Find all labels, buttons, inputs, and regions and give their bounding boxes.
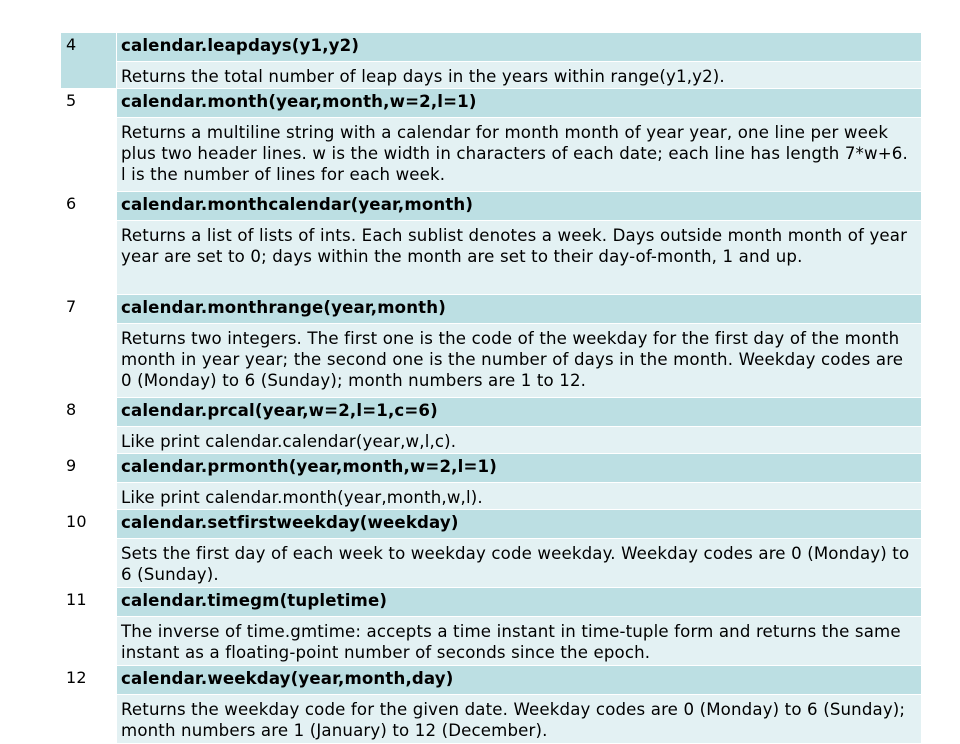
function-description: Like print calendar.calendar(year,w,l,c).: [117, 427, 922, 454]
row-number: 9: [61, 454, 117, 510]
table-row-function: [61, 588, 922, 617]
table-row-description: [61, 427, 922, 454]
table-row-description: [61, 324, 922, 398]
table-row-description: [61, 221, 922, 295]
function-signature: calendar.month(year,month,w=2,l=1): [117, 89, 922, 118]
row-number: 6: [61, 192, 117, 295]
table-row-function: [61, 33, 922, 62]
row-number: 5: [61, 89, 117, 192]
table-row-function: [61, 192, 922, 221]
table-row-function: [61, 398, 922, 427]
row-number: 10: [61, 510, 117, 588]
table-row-function: [61, 666, 922, 695]
function-signature: calendar.timegm(tupletime): [117, 588, 922, 617]
function-description: Like print calendar.month(year,month,w,l).: [117, 483, 922, 510]
table-row-description: [61, 62, 922, 89]
function-signature: calendar.leapdays(y1,y2): [117, 33, 922, 62]
table-row-description: [61, 617, 922, 666]
table-row-function: [61, 454, 922, 483]
table-row-description: [61, 483, 922, 510]
table-row-function: [61, 295, 922, 324]
table-row-function: [61, 510, 922, 539]
row-number: 7: [61, 295, 117, 398]
function-signature: calendar.setfirstweekday(weekday): [117, 510, 922, 539]
table-row-description: [61, 118, 922, 192]
row-number: 8: [61, 398, 117, 454]
function-description: The inverse of time.gmtime: accepts a time instant in time-tuple form and returns the same instant as a floating-point number of seconds since the epoch.: [117, 617, 922, 666]
function-description: Returns a multiline string with a calendar for month month of year year, one line per week plus two header lines. w is the width in characters of each date; each line has length 7*w+6. l is the number of lines for each week.: [117, 118, 922, 192]
function-signature: calendar.monthrange(year,month): [117, 295, 922, 324]
function-signature: calendar.prcal(year,w=2,l=1,c=6): [117, 398, 922, 427]
row-number: 11: [61, 588, 117, 666]
function-signature: calendar.monthcalendar(year,month): [117, 192, 922, 221]
function-description: Returns the total number of leap days in the years within range(y1,y2).: [117, 62, 922, 89]
table-row-description: [61, 539, 922, 588]
row-number: 4: [61, 33, 117, 89]
calendar-functions-table: [60, 32, 922, 744]
table-row-description: [61, 695, 922, 744]
function-description: Returns two integers. The first one is the code of the weekday for the first day of the month month in year year; the second one is the number of days in the month. Weekday codes are 0 (Monday) to 6 (Sunday); month numbers are 1 to 12.: [117, 324, 922, 398]
function-description: Returns the weekday code for the given date. Weekday codes are 0 (Monday) to 6 (Sunday); month numbers are 1 (January) to 12 (December).: [117, 695, 922, 744]
table-row-function: [61, 89, 922, 118]
row-number: 12: [61, 666, 117, 744]
function-description: Returns a list of lists of ints. Each sublist denotes a week. Days outside month month of year year are set to 0; days within the month are set to their day-of-month, 1 and up.: [117, 221, 922, 295]
function-signature: calendar.prmonth(year,month,w=2,l=1): [117, 454, 922, 483]
function-description: Sets the first day of each week to weekday code weekday. Weekday codes are 0 (Monday) to 6 (Sunday).: [117, 539, 922, 588]
function-signature: calendar.weekday(year,month,day): [117, 666, 922, 695]
